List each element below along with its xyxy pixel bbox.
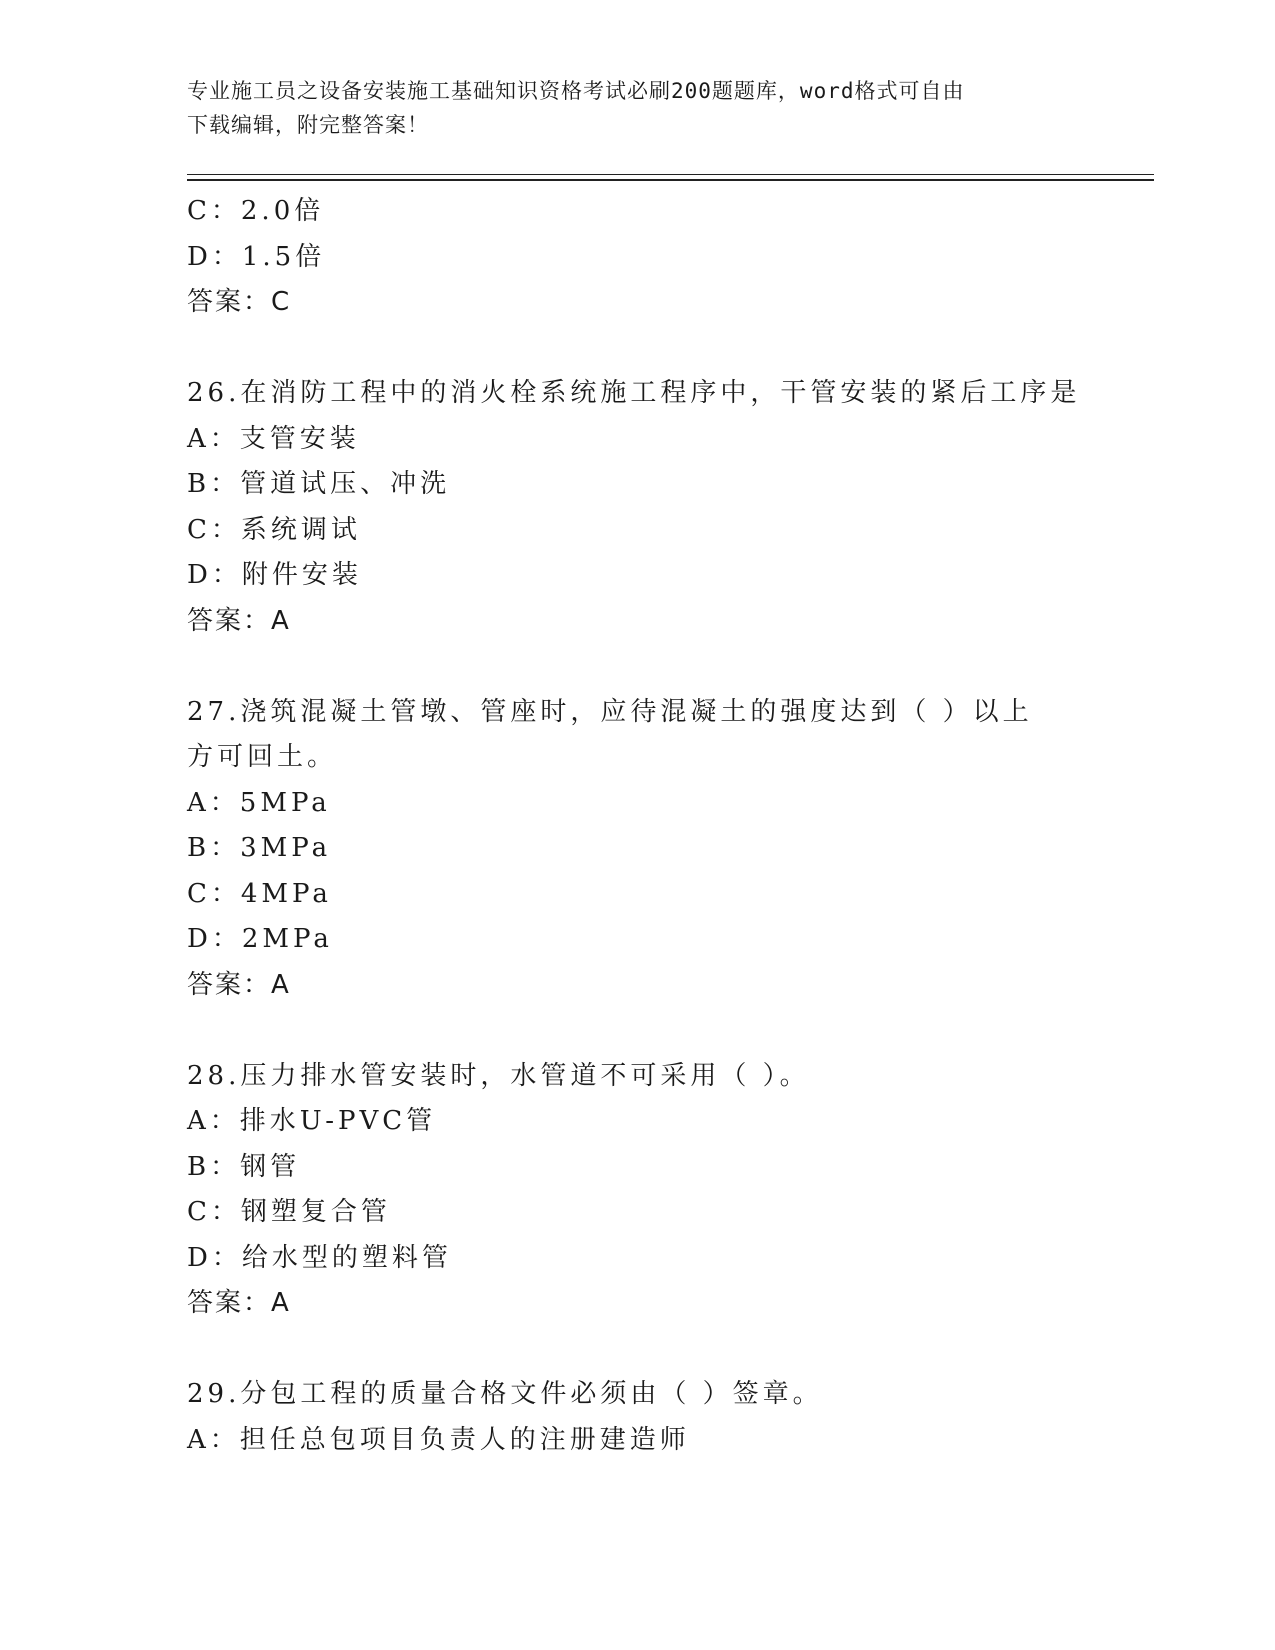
question-28 (187, 1054, 1087, 1327)
option-d: D：1.5倍 (187, 241, 326, 272)
header-line-1: 专业施工员之设备安装施工基础知识资格考试必刷200题题库，word格式可自由 (187, 79, 965, 103)
option-a: A：5MPa (187, 787, 331, 818)
option-a: A：支管安装 (187, 423, 360, 454)
question-stem: 29.分包工程的质量合格文件必须由（ ）签章。 (187, 1379, 823, 1409)
option-d: D：给水型的塑料管 (187, 1242, 452, 1273)
answer-line: 答案：A (187, 1288, 291, 1318)
header-line-2: 下载编辑，附完整答案！ (187, 113, 429, 137)
spacer (187, 1008, 1087, 1054)
option-a: A：排水U-PVC管 (187, 1106, 437, 1136)
question-29 (187, 1372, 1087, 1463)
answer-line: 答案：A (187, 605, 291, 636)
question-25-continued (187, 189, 1087, 326)
option-c: C：系统调试 (187, 514, 361, 545)
option-c: C：4MPa (187, 878, 332, 909)
option-d: D：附件安装 (187, 560, 362, 590)
option-c: C：钢塑复合管 (187, 1197, 391, 1227)
answer-line: 答案：A (187, 969, 291, 1000)
question-stem: 28.压力排水管安装时，水管道不可采用（ ）。 (187, 1060, 810, 1091)
header-divider-thin (187, 174, 1154, 175)
spacer (187, 326, 1087, 372)
option-c: C：2.0倍 (187, 196, 325, 226)
question-stem: 27.浇筑混凝土管墩、管座时，应待混凝土的强度达到（ ）以上方可回土。 (187, 696, 1033, 772)
option-b: B：钢管 (187, 1151, 301, 1182)
header-divider-thick (187, 179, 1154, 181)
option-a: A：担任总包项目负责人的注册建造师 (187, 1424, 690, 1455)
option-b: B：管道试压、冲洗 (187, 469, 451, 499)
question-26 (187, 371, 1087, 644)
option-b: B：3MPa (187, 833, 332, 863)
spacer (187, 1327, 1087, 1373)
question-list (187, 189, 1087, 1463)
spacer (187, 644, 1087, 690)
option-d: D：2MPa (187, 924, 333, 954)
question-stem: 26.在消防工程中的消火栓系统施工程序中，干管安装的紧后工序是 (187, 378, 1081, 408)
answer-line: 答案：C (187, 287, 292, 317)
document-header (187, 74, 1067, 142)
question-27 (187, 690, 1087, 1009)
